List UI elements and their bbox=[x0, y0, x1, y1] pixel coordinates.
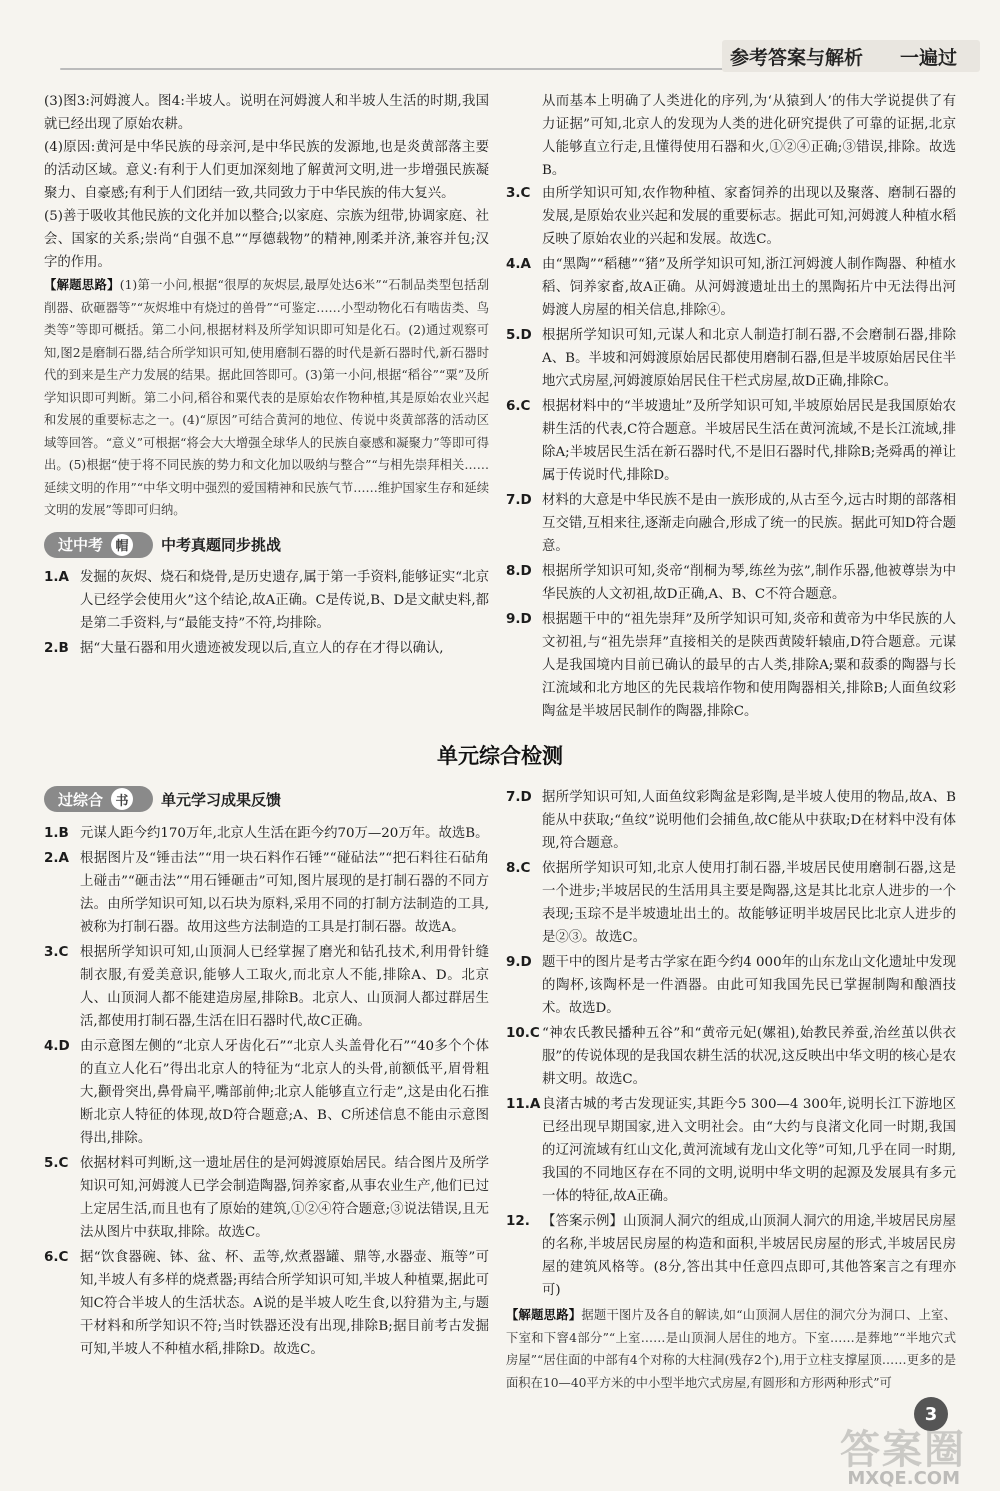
answer-text: 据“大量石器和用火遗迹被发现以后,直立人的存在才得以确认, bbox=[80, 640, 444, 656]
answer-item bbox=[44, 1246, 489, 1361]
answer-paragraph: (3)图3:河姆渡人。图4:半坡人。说明在河姆渡人和半坡人生活的时期,我国就已经出现了原始农耕。 bbox=[44, 94, 489, 132]
answer-number: 4.A bbox=[506, 256, 531, 272]
solution-thinking bbox=[506, 1304, 956, 1394]
answer-text: 良渚古城的考古发现证实,其距今5 300—4 300年,说明长江下游地区已经出现早期国家,进入文明社会。由“大约与良渚文化同一时期,我国的辽河流域有红山文化,黄河流域有龙山文化等”可知,几乎在同一时期,我国的不同地区存在不同的文明,说明中华文明的起源及发展具有多元一体的特征,故A正确。 bbox=[542, 1097, 956, 1204]
banner-subtitle: 中考真题同步挑战 bbox=[161, 536, 282, 554]
answer-item bbox=[506, 1093, 956, 1208]
section-title: 单元综合检测 bbox=[437, 744, 563, 768]
answer-number: 5.D bbox=[506, 327, 532, 343]
answer-item bbox=[506, 395, 956, 487]
answer-text: 据“饮食器碗、钵、盆、杯、盂等,炊煮器罐、鼎等,水器壶、瓶等”可知,半坡人有多样的烧煮器;再结合所学知识可知,半坡人种植粟,据此可知C符合半坡人的生活状态。A说的是半坡人吃生食,以狩猎为主,与题干材料和所学知识不符;当时铁器还没有出现,排除B;据目前考古发掘可知,半坡人不种植水稻,排除D。故选C。 bbox=[80, 1250, 489, 1357]
answer-paragraph: (5)善于吸收其他民族的文化并加以整合;以家庭、宗族为纽带,协调家庭、社会、国家的关系;崇尚“自强不息”“厚德载物”的精神,刚柔并济,兼容并包;汉字的作用。 bbox=[44, 209, 489, 270]
answer-number: 9.D bbox=[506, 954, 532, 970]
answer-item bbox=[506, 1022, 956, 1091]
section-banner-zhongkao bbox=[44, 532, 489, 558]
answer-text: 根据所学知识可知,元谋人和北京人制造打制石器,不会磨制石器,排除A、B。半坡和河姆渡原始居民都使用磨制石器,但是半坡原始居民住半地穴式房屋,河姆渡原始居民住干栏式房屋,故D正确,排除C。 bbox=[542, 328, 956, 389]
answer-item bbox=[44, 637, 489, 660]
banner-pill-label: 过综合 bbox=[58, 790, 104, 809]
answer-number: 3.C bbox=[506, 185, 531, 201]
answer-number: 1.A bbox=[44, 568, 69, 585]
answer-item bbox=[506, 489, 956, 558]
answer-item bbox=[506, 857, 956, 949]
answer-number: 8.D bbox=[506, 563, 532, 579]
answer-item bbox=[506, 253, 956, 322]
left-column-bottom bbox=[44, 786, 489, 1363]
answer-item bbox=[506, 1210, 956, 1302]
answer-number: 4.D bbox=[44, 1038, 70, 1054]
watermark-url: MXQE.COM bbox=[847, 1468, 960, 1489]
answer-text: 元谋人距今约170万年,北京人生活在距今约70万—20万年。故选B。 bbox=[80, 826, 489, 841]
answer-text: “神农氏教民播种五谷”和“黄帝元妃(嫘祖),始教民养蚕,治丝茧以供衣服”的传说体现的是我国农耕生活的状况,这反映出中华文明的核心是农耕文明。故选C。 bbox=[542, 1026, 956, 1087]
answer-item bbox=[44, 1035, 489, 1150]
answer-number: 6.C bbox=[44, 1249, 69, 1265]
answer-text: 材料的大意是中华民族不是由一族形成的,从古至今,远古时期的部落相互交错,互相来往,逐渐走向融合,形成了统一的民族。据此可知D符合题意。 bbox=[542, 493, 956, 554]
answer-text: 根据所学知识可知,炎帝“削桐为琴,练丝为弦”,制作乐器,他被尊崇为中华民族的人文初祖,故D正确,A、B、C不符合题意。 bbox=[542, 564, 956, 602]
answer-text: 依据所学知识可知,北京人使用打制石器,半坡居民使用磨制石器,这是一个进步;半坡居民的生活用具主要是陶器,这是其比北京人进步的一个表现;玉琮不是半坡遗址出土的。故能够证明半坡居民比北京人进步的是②③。故选C。 bbox=[542, 861, 956, 945]
solution-thinking-text: (1)第一小问,根据“很厚的灰烬层,最厚处达6米”“石制品类型包括刮削器、砍砸器等”“灰烬堆中有烧过的兽骨”“可鉴定……小型动物化石有啮齿类、鸟类等”等即可概括。第二小问,根据材料及所学知识即可知是化石。(2)通过观察可知,图2是磨制石器,结合所学知识可知,使用磨制石器的时代是新石器时代,新石器时代的到来是生产力发展的结果。据此回答即可。(3)第一小问,根据“稻谷”“粟”及所学知识即可判断。第二小问,稻谷和粟代表的是原始农作物种植,其是原始农业兴起和发展的重要标志之一。(4)“原因”可结合黄河的地位、传说中炎黄部落的活动区域等回答。“意义”可根据“将会大大增强全球华人的民族自豪感和凝聚力”等即可得出。(5)根据“使于将不同民族的势力和文化加以吸纳与整合”“与相先崇拜相关……延续文明的作用”“中华文明中强烈的爱国精神和民族气节……维护国家生存和延续文明的发展”等即可归纳。 bbox=[44, 278, 489, 517]
banner-subtitle: 单元学习成果反馈 bbox=[161, 790, 282, 809]
solution-thinking-text: 据题干图片及各自的解读,如“山顶洞人居住的洞穴分为洞口、上室、下室和下窨4部分”“上室……是山顶洞人居住的地方。下室……是葬地”“半地穴式房屋”“居住面的中部有4个对称的大柱洞(残存2个),用于立柱支撑屋顶……更多的是面积在10—40平方米的中小型半地穴式房屋,有圆形和方形两种形式”可 bbox=[506, 1308, 956, 1390]
watermark-logo: 答案圈 bbox=[840, 1427, 966, 1473]
solution-thinking-label: 【解题思路】 bbox=[44, 278, 120, 292]
header-title: 参考答案与解析 bbox=[730, 47, 864, 69]
answer-text: 根据材料中的“半坡遗址”及所学知识可知,半坡原始居民是我国原始农耕生活的代表,C符合题意。半坡居民生活在黄河流域,不是长江流域,排除A;半坡居民生活在新石器时代,不是旧石器时代,排除B;尧舜禹的禅让属于传说时代,排除D。 bbox=[542, 399, 956, 483]
answer-item bbox=[506, 324, 956, 393]
answer-number: 6.C bbox=[506, 398, 531, 414]
answer-text: 根据所学知识可知,山顶洞人已经掌握了磨光和钻孔技术,利用骨针缝制衣服,有爱美意识,能够人工取火,而北京人不能,排除A、D。北京人、山顶洞人都不能建造房屋,排除B。北京人、山顶洞人都过群居生活,都使用打制石器,生活在旧石器时代,故C正确。 bbox=[80, 945, 489, 1029]
solution-thinking bbox=[44, 274, 489, 522]
answer-item bbox=[506, 786, 956, 855]
answer-item bbox=[506, 608, 956, 723]
answer-item bbox=[506, 951, 956, 1020]
graduation-cap-icon: 帽 bbox=[111, 534, 133, 556]
answer-text: 根据图片及“锤击法”“用一块石料作石锤”“碰砧法”“把石料往石砧角上碰击”“砸击法”“用石锤砸击”可知,图片展现的是打制石器的不同方法。由所学知识可知,以石块为原料,采用不同的打制方法制造的工具,被称为打制石器。故用这些方法制造的工具是打制石器。故选A。 bbox=[80, 851, 489, 935]
answer-number: 3.C bbox=[44, 944, 69, 960]
answer-number: 2.A bbox=[44, 850, 69, 866]
book-icon: 书 bbox=[111, 788, 133, 810]
answer-text: 由所学知识可知,农作物种植、家畜饲养的出现以及聚落、磨制石器的发展,是原始农业兴起和发展的重要标志。据此可知,河姆渡人种植水稻反映了原始农业的兴起和发展。故选C。 bbox=[542, 186, 956, 247]
page-header bbox=[0, 0, 1000, 70]
section-banner-zonghe bbox=[44, 786, 489, 812]
banner-pill-label: 过中考 bbox=[58, 536, 104, 554]
answer-number: 11.A bbox=[506, 1096, 541, 1112]
answer-number: 8.C bbox=[506, 860, 531, 876]
answer-number: 12. bbox=[506, 1213, 530, 1229]
answer-number: 2.B bbox=[44, 639, 69, 656]
header-brand: 一遍过 bbox=[900, 47, 958, 69]
answer-item bbox=[44, 941, 489, 1033]
answer-item bbox=[44, 1152, 489, 1244]
answer-text: 据所学知识可知,人面鱼纹彩陶盆是彩陶,是半坡人使用的物品,故A、B能从中获取;“鱼纹”说明他们会捕鱼,故C能从中获取;D在材料中没有体现,符合题意。 bbox=[542, 790, 956, 851]
answer-text: 发掘的灰烬、烧石和烧骨,是历史遗存,属于第一手资料,能够证实“北京人已经学会使用火”这个结论,故A正确。C是传说,B、D是文献史料,都是第二手资料,与“最能支持”不符,均排除。 bbox=[80, 569, 489, 631]
answer-item bbox=[506, 560, 956, 606]
answer-paragraph: (4)原因:黄河是中华民族的母亲河,是中华民族的发源地,也是炎黄部落主要的活动区域。意义:有利于人们更加深刻地了解黄河文明,进一步增强民族凝聚力、自豪感;有利于人们团结一致,共同致力于中华民族的伟大复兴。 bbox=[44, 140, 489, 201]
answer-number: 10.C bbox=[506, 1025, 540, 1041]
answer-number: 7.D bbox=[506, 789, 532, 805]
answer-text: 由示意图左侧的“北京人牙齿化石”“北京人头盖骨化石”“40多个个体的直立人化石”得出北京人的特征为“北京人的头骨,前额低平,眉骨粗大,颧骨突出,鼻骨扁平,嘴部前伸;北京人能够直立行走”,这是由化石推断北京人特征的体现,故D符合题意;A、B、C所述信息不能由示意图得出,排除。 bbox=[80, 1039, 489, 1146]
banner-pill bbox=[44, 786, 153, 812]
answer-number: 9.D bbox=[506, 611, 532, 627]
answer-item bbox=[44, 822, 489, 845]
banner-pill bbox=[44, 532, 153, 558]
answer-continuation: 从而基本上明确了人类进化的序列,为‘从猿到人’的伟大学说提供了有力证据”可知,北京人的发现为人类的进化研究提供了可靠的证据,北京人能够直立行走,且懂得使用石器和火,①②④正确;③错误,排除。故选B。 bbox=[542, 94, 956, 178]
answer-text: 题干中的图片是考古学家在距今约4 000年的山东龙山文化遗址中发现的陶杯,该陶杯是一件酒器。由此可知我国先民已掌握制陶和酿酒技术。故选D。 bbox=[542, 955, 956, 1016]
right-column-bottom bbox=[506, 786, 956, 1394]
answer-number: 1.B bbox=[44, 825, 69, 841]
answer-number: 7.D bbox=[506, 492, 532, 508]
solution-thinking-label: 【解题思路】 bbox=[506, 1308, 582, 1322]
right-column-top bbox=[506, 90, 956, 725]
left-column-top bbox=[44, 90, 489, 662]
answer-text: 依据材料可判断,这一遗址居住的是河姆渡原始居民。结合图片及所学知识可知,河姆渡人已学会制造陶器,饲养家畜,从事农业生产,他们已过上定居生活,而且也有了原始的建筑,①②④符合题意;③说法错误,且无法从图片中获取,排除。故选C。 bbox=[80, 1156, 489, 1240]
answer-item bbox=[44, 847, 489, 939]
answer-text: 【答案示例】山顶洞人洞穴的组成,山顶洞人洞穴的用途,半坡居民房屋的名称,半坡居民房屋的构造和面积,半坡居民房屋的形式,半坡居民房屋的建筑风格等。(8分,答出其中任意四点即可,其他答案言之有理亦可) bbox=[542, 1214, 956, 1298]
page-number: 3 bbox=[914, 1397, 948, 1431]
answer-item bbox=[506, 182, 956, 251]
answer-text: 由“黑陶”“稻穗”“猪”及所学知识可知,浙江河姆渡人制作陶器、种植水稻、饲养家畜,故A正确。从河姆渡遗址出土的黑陶拓片中无法得出河姆渡人房屋的相关信息,排除④。 bbox=[542, 257, 956, 318]
answer-text: 根据题干中的“祖先崇拜”及所学知识可知,炎帝和黄帝为中华民族的人文初祖,与“祖先崇拜”直接相关的是陕西黄陵轩辕庙,D符合题意。元谋人是我国境内目前已确认的最早的古人类,排除A;粟和菽黍的陶器与长江流域和北方地区的先民栽培作物和使用陶器相关,排除B;人面鱼纹彩陶盆是半坡居民制作的陶器,排除C。 bbox=[542, 612, 956, 719]
answer-number: 5.C bbox=[44, 1155, 69, 1171]
answer-item bbox=[44, 566, 489, 635]
